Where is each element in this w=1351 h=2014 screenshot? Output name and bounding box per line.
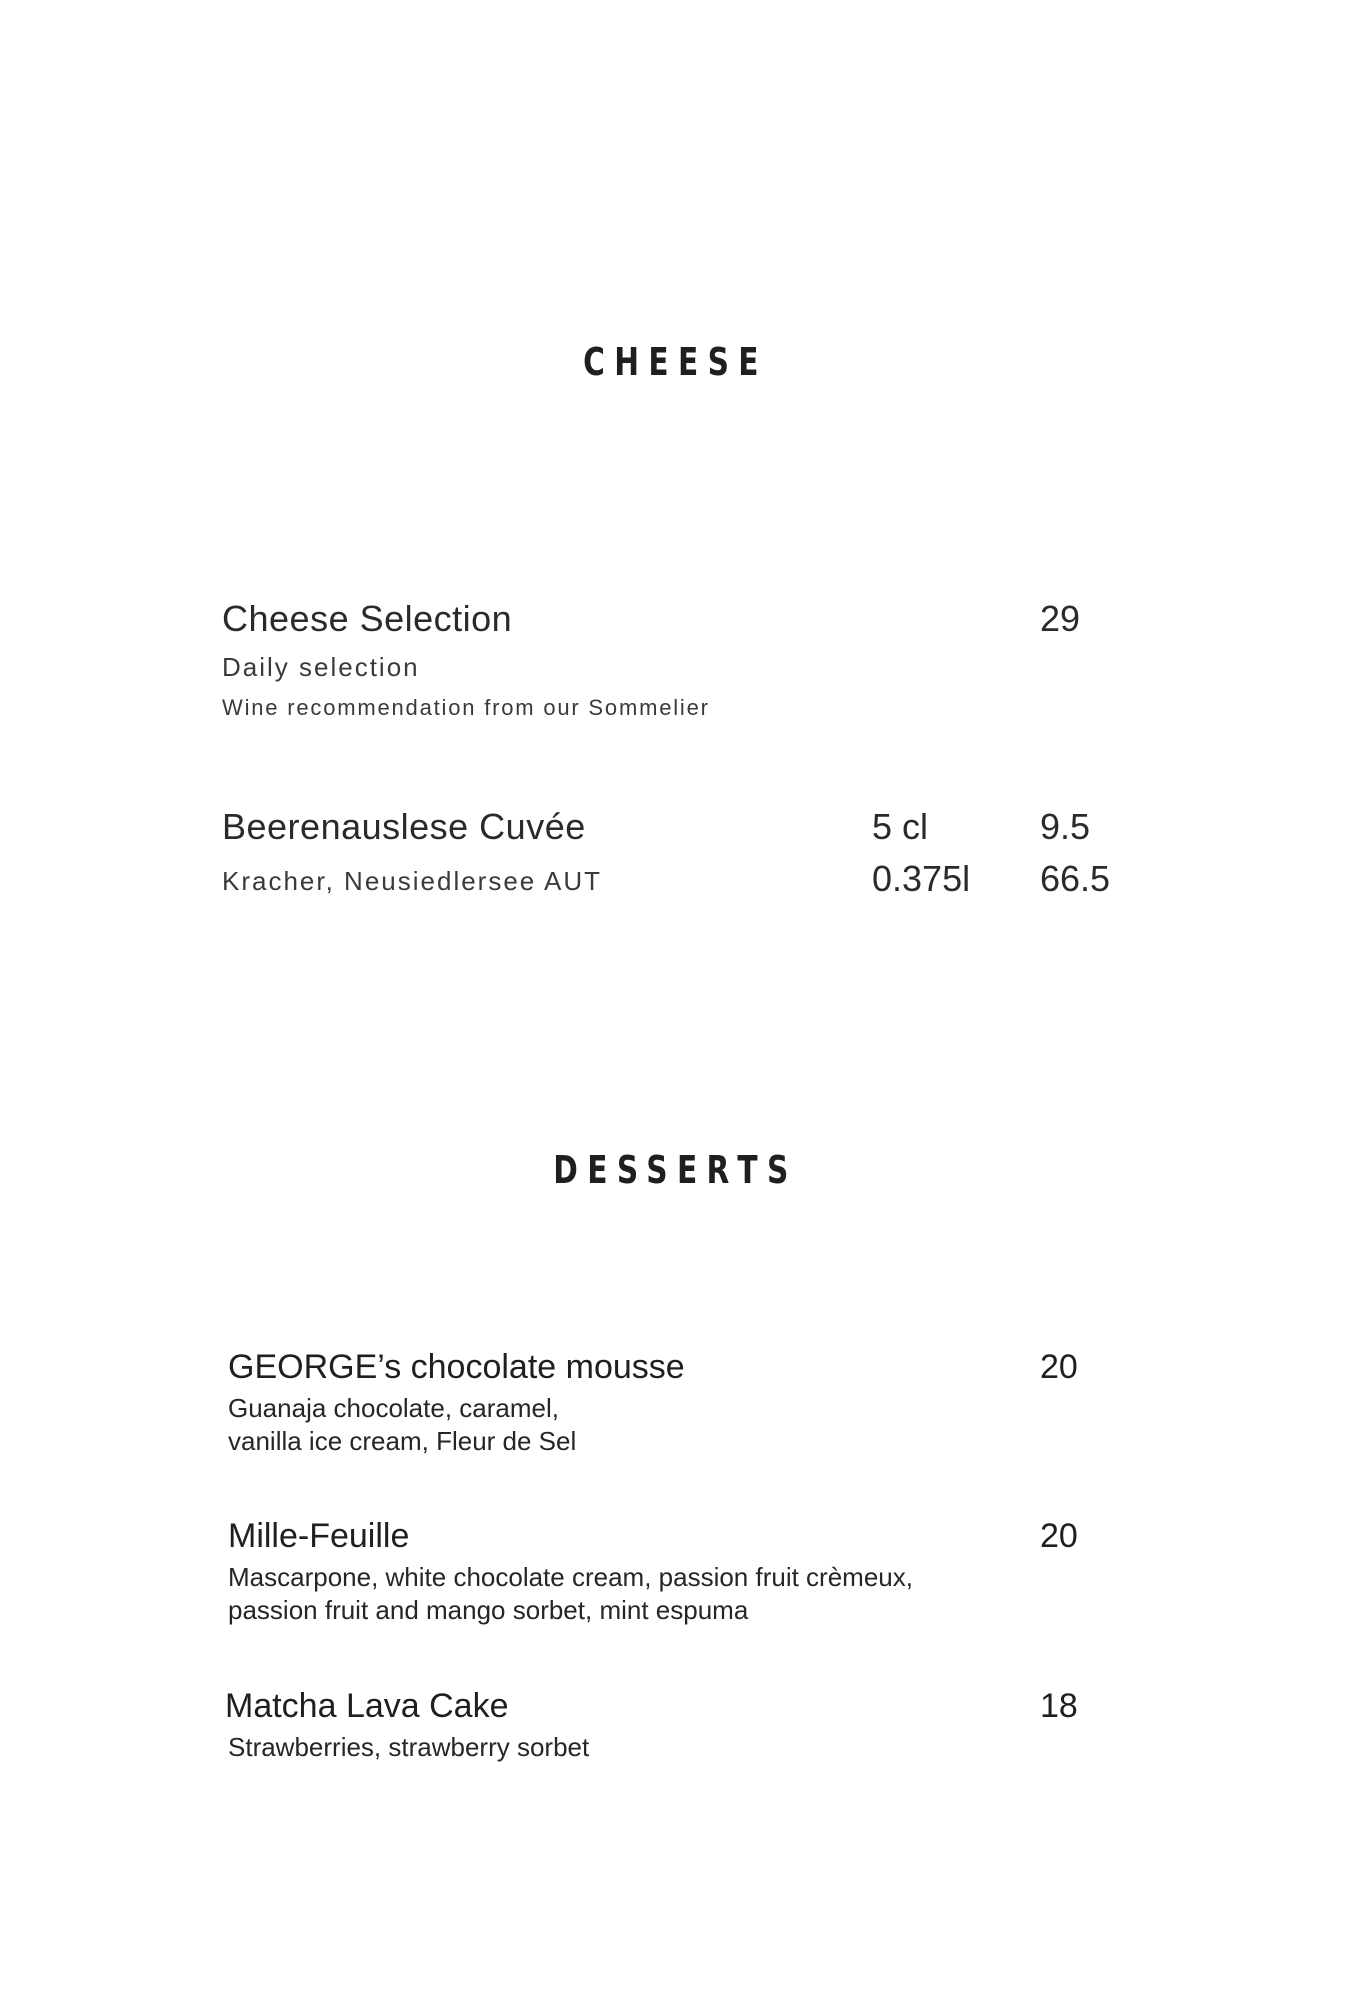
sommelier-note: Wine recommendation from our Sommelier <box>222 695 710 720</box>
dessert-desc: vanilla ice cream, Fleur de Sel <box>228 1426 577 1456</box>
dessert-price: 18 <box>1040 1687 1078 1725</box>
dessert-price: 20 <box>1040 1517 1078 1555</box>
cheese-selection-desc: Daily selection <box>222 652 420 682</box>
wine-qty-glass: 5 cl <box>872 806 929 847</box>
dessert-name: Matcha Lava Cake <box>225 1687 509 1725</box>
cheese-selection-price: 29 <box>1040 598 1081 639</box>
dessert-name: GEORGE’s chocolate mousse <box>228 1348 685 1386</box>
wine-price-bottle: 66.5 <box>1040 858 1111 899</box>
dessert-desc: Guanaja chocolate, caramel, <box>228 1393 559 1423</box>
cheese-selection-name: Cheese Selection <box>222 598 513 639</box>
dessert-desc: Mascarpone, white chocolate cream, passion fruit crèmeux, <box>228 1562 913 1592</box>
dessert-name: Mille-Feuille <box>228 1517 410 1555</box>
wine-qty-bottle: 0.375l <box>872 858 971 899</box>
dessert-desc: Strawberries, strawberry sorbet <box>228 1732 590 1762</box>
dessert-desc: passion fruit and mango sorbet, mint espuma <box>228 1595 749 1625</box>
wine-producer: Kracher, Neusiedlersee AUT <box>222 866 603 896</box>
dessert-price: 20 <box>1040 1348 1078 1386</box>
section-title-cheese: CHEESE <box>583 340 768 384</box>
wine-price-glass: 9.5 <box>1040 806 1091 847</box>
section-title-desserts: DESSERTS <box>553 1148 798 1192</box>
wine-name: Beerenauslese Cuvée <box>222 806 586 847</box>
